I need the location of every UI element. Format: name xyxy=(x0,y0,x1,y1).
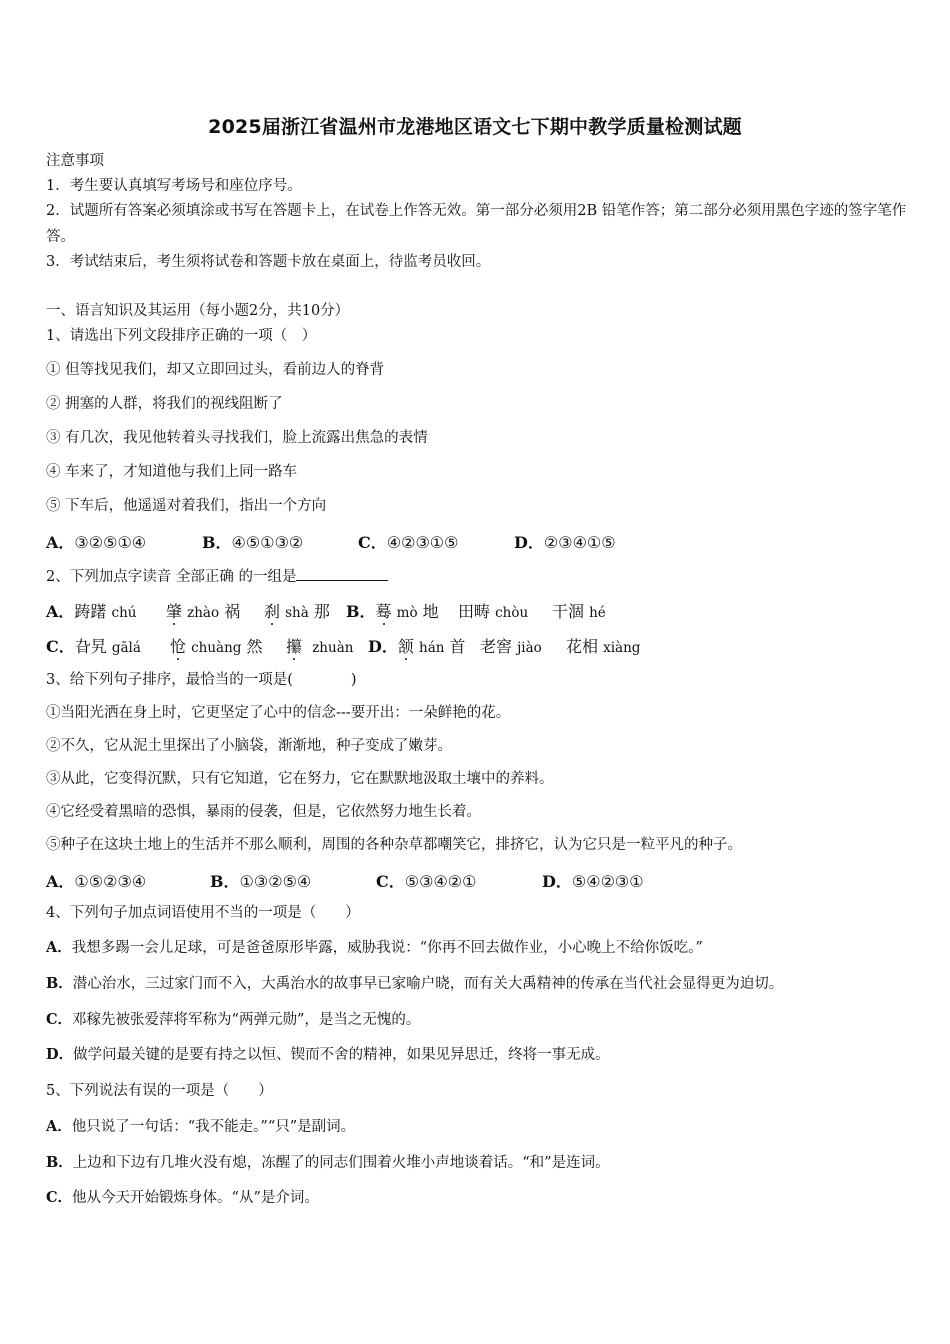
q3-option-b[interactable]: B．①③②⑤④ xyxy=(210,872,312,891)
q5-option-c[interactable]: C．他从今天开始锻炼身体。“从”是介词。 xyxy=(46,1189,319,1206)
q3-option-d[interactable]: D．⑤④②③① xyxy=(542,872,644,891)
q2-a-item-2: 肇 zhào 祸 xyxy=(166,602,241,621)
q2-row-2 xyxy=(46,634,916,656)
q1-line-5: ⑤ 下车后，他遥遥对着我们，指出一个方向 xyxy=(46,498,327,514)
q1-line-2: ② 拥塞的人群，将我们的视线阻断了 xyxy=(46,396,283,412)
notice-item-3: 3．考试结束后，考生须将试卷和答题卡放在桌面上，待监考员收回。 xyxy=(46,254,491,270)
q4-option-a[interactable]: A．我想多踢一会儿足球，可是爸爸原形毕露，威胁我说：“你再不回去做作业，小心晚上不给你饭吃。” xyxy=(46,939,703,956)
q5-option-a[interactable]: A．他只说了一句话：“我不能走。”“只”是副词。 xyxy=(46,1118,356,1135)
q1-line-1: ① 但等找见我们，却又立即回过头，看前边人的脊背 xyxy=(46,362,385,378)
question-3-stem: 3、给下列句子排序，最恰当的一项是( ) xyxy=(46,672,357,688)
q3-line-5: ⑤种子在这块土地上的生活并不那么顺利，周围的各种杂草都嘲笑它，排挤它，认为它只是一粒平凡的种子。 xyxy=(46,837,742,853)
q1-option-c[interactable]: C．④②③①⑤ xyxy=(358,533,459,552)
q1-option-d[interactable]: D．②③④①⑤ xyxy=(514,533,616,552)
q1-line-3: ③ 有几次，我见他转着头寻找我们，脸上流露出焦急的表情 xyxy=(46,430,428,446)
q2-option-d[interactable]: D．颔 hán 首 xyxy=(368,637,466,656)
q3-option-a[interactable]: A．①⑤②③④ xyxy=(46,872,147,891)
q2-option-c[interactable]: C．旮旯 gālá xyxy=(46,637,141,656)
notice-heading: 注意事项 xyxy=(46,153,104,169)
notice-item-2: 2．试题所有答案必须填涂或书写在答题卡上，在试卷上作答无效。第一部分必须用2B 铅笔作答；第二部分必须用黑色字迹的签字笔作答。 xyxy=(46,203,907,245)
q2-d-item-2: 老窖 jiào xyxy=(480,637,542,656)
q3-line-2: ②不久，它从泥土里探出了小脑袋，渐渐地，种子变成了嫩芽。 xyxy=(46,738,452,754)
q4-option-b[interactable]: B．潜心治水，三过家门而不入，大禹治水的故事早已家喻户晓，而有关大禹精神的传承在当代社会显得更为迫切。 xyxy=(46,975,784,992)
q1-line-4: ④ 车来了，才知道他与我们上同一路车 xyxy=(46,464,298,480)
q3-line-1: ①当阳光洒在身上时，它更坚定了心中的信念---要开出：一朵鲜艳的花。 xyxy=(46,705,511,721)
q2-a-item-3: 刹 shà 那 xyxy=(264,602,330,621)
q3-options xyxy=(46,869,916,891)
answer-blank xyxy=(296,566,388,581)
q5-option-b[interactable]: B．上边和下边有几堆火没有熄，冻醒了的同志们围着火堆小声地谈着话。“和”是连词。 xyxy=(46,1154,610,1171)
q2-c-item-2: 怆 chuàng 然 xyxy=(170,637,263,656)
notice-item-1: 1．考生要认真填写考场号和座位序号。 xyxy=(46,178,302,194)
q3-line-3: ③从此，它变得沉默，只有它知道，它在努力，它在默默地汲取土壤中的养料。 xyxy=(46,771,554,787)
q2-option-b[interactable]: B．蓦 mò 地 xyxy=(346,602,439,621)
page-title: 2025届浙江省温州市龙港地区语文七下期中教学质量检测试题 xyxy=(208,116,742,138)
q2-option-a[interactable]: A．踌躇 chú xyxy=(46,602,137,621)
q2-row-1 xyxy=(46,599,916,621)
question-5-stem: 5、下列说法有误的一项是（ ） xyxy=(46,1083,273,1099)
q2-d-item-3: 花相 xiàng xyxy=(566,637,641,656)
q1-options xyxy=(46,530,916,552)
q1-option-a[interactable]: A．③②⑤①④ xyxy=(46,533,147,552)
q2-b-item-3: 干涸 hé xyxy=(552,602,606,621)
section-heading: 一、语言知识及其运用（每小题2分，共10分） xyxy=(46,303,350,319)
question-2-stem: 2、下列加点字读音 全部正确 的一组是 xyxy=(46,566,910,587)
question-4-stem: 4、下列句子加点词语使用不当的一项是（ ） xyxy=(46,905,360,921)
q4-option-d[interactable]: D．做学问最关键的是要有持之以恒、锲而不舍的精神，如果见异思迁，终将一事无成。 xyxy=(46,1046,610,1063)
q2-b-item-2: 田畴 chòu xyxy=(458,602,529,621)
q2-c-item-3: 攥 zhuàn xyxy=(286,637,354,656)
q3-line-4: ④它经受着黑暗的恐惧，暴雨的侵袭，但是，它依然努力地生长着。 xyxy=(46,804,481,820)
q3-option-c[interactable]: C．⑤③④②① xyxy=(376,872,477,891)
question-1-stem: 1、请选出下列文段排序正确的一项（ ） xyxy=(46,328,317,344)
q4-option-c[interactable]: C．邓稼先被张爱萍将军称为“两弹元勋”，是当之无愧的。 xyxy=(46,1011,421,1028)
q1-option-b[interactable]: B．④⑤①③② xyxy=(202,533,304,552)
